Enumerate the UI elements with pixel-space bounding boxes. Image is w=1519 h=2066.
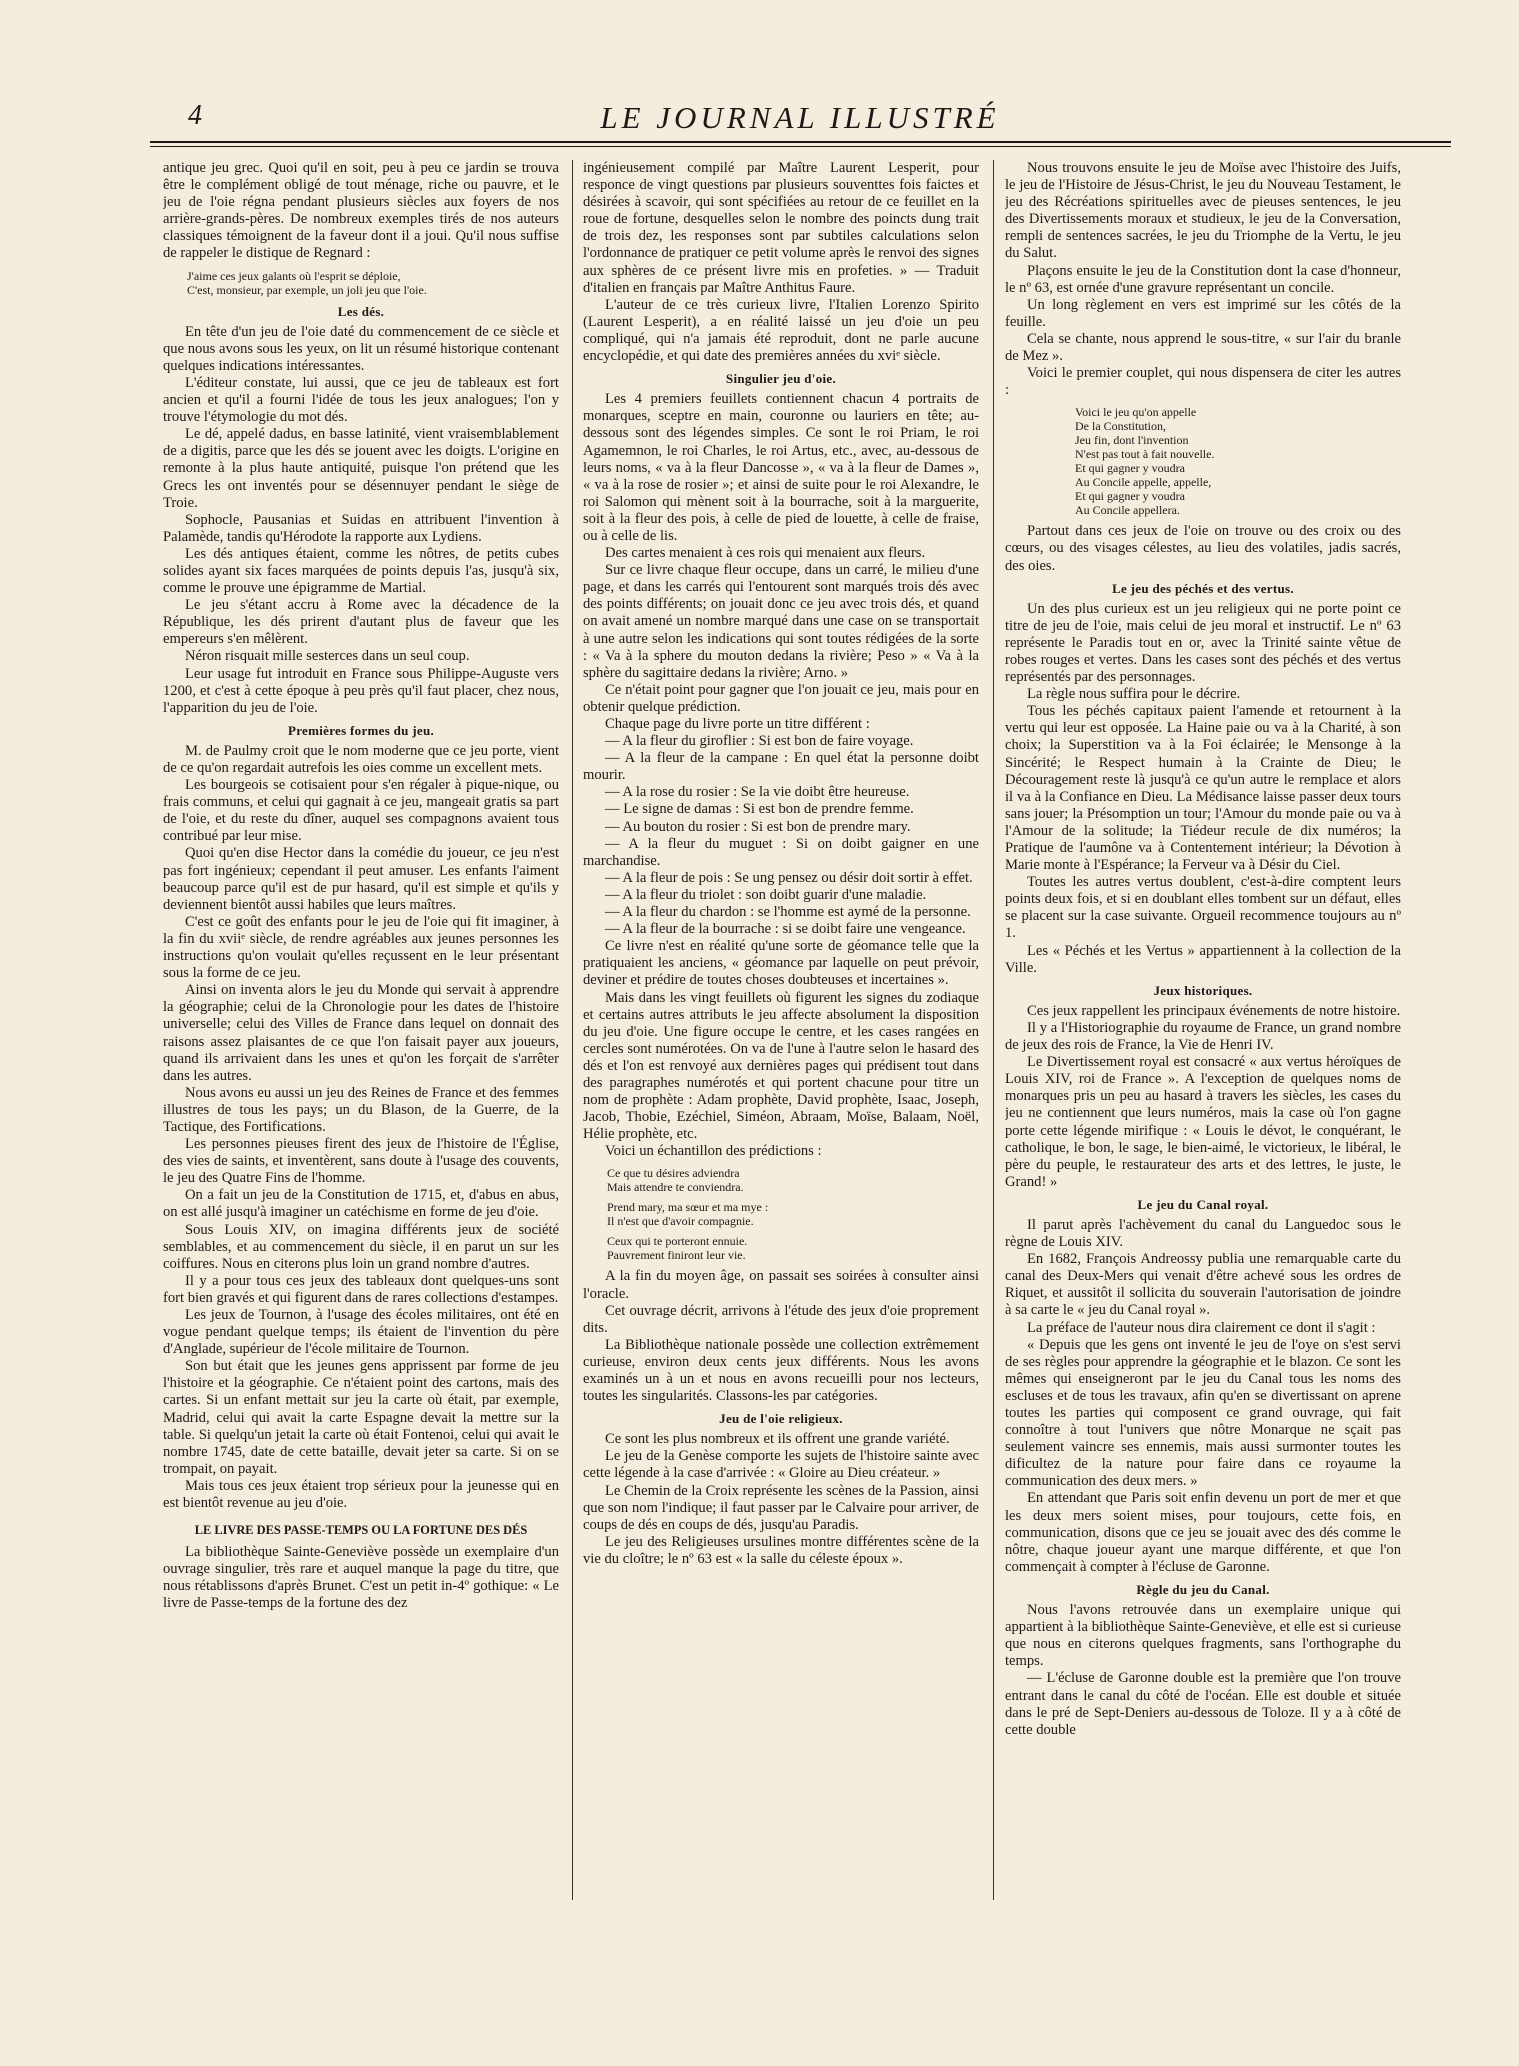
paragraph: La règle nous suffira pour le décrire. [1027,686,1241,703]
paragraph: Un des plus curieux est un jeu religieux qui ne porte point ce titre de jeu de l'oie, mais celui de jeu moral et instructif. Le nº 63 représente le Paradis tout en or, avec la Trinité sainte vêtue de robes rouges et vertes. Dans les cases sont des péchés et des vertus représentés par des personnages. [1005,600,1401,686]
paragraph: — A la rose du rosier : Se la vie doibt être heureuse. [605,784,910,801]
paragraph: Plaçons ensuite le jeu de la Constitution dont la case d'honneur, le nº 63, est ornée d'une gravure représentant un concile. [1005,262,1401,296]
paragraph: Ce livre n'est en réalité qu'une sorte de géomance telle que la pratiquaient les anciens, « géomance par laquelle on peut prévoir, deviner et prédire de toutes choses doubteuses et incertaines ». [583,938,979,989]
paragraph: Sur ce livre chaque fleur occupe, dans un carré, le milieu d'une page, et dans les carrés qui l'entourent sont marqués trois dés avec des points différents; on jouait donc ce jeu avec trois dés, et quand on avait amené un nombre marqué dans une case on se transportait à une autre selon les indications qui sont toutes rédigées de la sorte : « Va à la sphere du mouton dedans la rivière; Peso » « Va à la sphère du sagittaire dedans la rivière; Arno. » [583,562,979,681]
verse [1075,405,1401,517]
section-heading: Jeu de l'oie religieux. [719,1411,843,1427]
paragraph: Voici le premier couplet, qui nous dispensera de citer les autres : [1005,365,1401,399]
paragraph: C'est ce goût des enfants pour le jeu de l'oie qui fit imaginer, à la fin du xviiᵉ siècle, de rendre agréables aux jeunes personnes les instructions qu'on voulait qu'elles reçussent en le leur présentant sous la forme de ce jeu. [163,913,559,982]
paragraph: — A la fleur de la campane : En quel état la personne doibt mourir. [583,750,979,784]
paragraph: Toutes les autres vertus doublent, c'est-à-dire comptent leurs points deux fois, et si en doublant elles tombent sur un défaut, elles se placent sur la case suivante. Orgueil recommence toujours au nº 1. [1005,874,1401,942]
paragraph: « Depuis que les gens ont inventé le jeu de l'oye on s'est servi de ses règles pour apprendre la géographie et le blazon. Ce sont les mêmes qui enseigneront par le jeu du Canal tous les noms des escluses et de tous les travaux, afin qu'en se divertissant on aprene toutes les parties qui composent ce grand ouvrage, qui fait connoître à tout l'univers que nôtre Monarque ne sçait pas seulement vaincre ses ennemis, mais aussi surmonter toutes les dificultez de la nature pour faire dans ce royaume la communication des deux mers. » [1005,1336,1401,1490]
page-number: 4 [188,100,202,131]
paragraph: En 1682, François Andreossy publia une remarquable carte du canal des Deux-Mers qui venait d'être achevé sous les ordres de Riquet, et aussitôt il sollicita du souverain l'autorisation de joindre à sa carte le « jeu du Canal royal ». [1005,1251,1401,1319]
verse-line: Ce que tu désires adviendra [607,1166,740,1181]
paragraph: On a fait un jeu de la Constitution de 1715, et, d'abus en abus, on est allé jusqu'à imaginer un catéchisme en forme de jeu d'oie. [163,1187,559,1221]
section-heading: Les dés. [337,303,385,319]
paragraph: Partout dans ces jeux de l'oie on trouve ou des croix ou des cœurs, ou des visages célestes, au lieu des volatiles, jadis sacrés, des oies. [1005,523,1401,574]
paragraph: Son but était que les jeunes gens apprissent par forme de jeu l'histoire et la géographie. Ce n'étaient point des cartons, mais des cartes. Si un enfant mettait sur jeu la carte où était, par exemple, Madrid, celui qui avait la carte Espagne devait la mettre sur la table. Si quelqu'un jetait la carte où était Fontenoi, celui qui avait le nombre 1745, date de cette bataille, devait jeter sa carte. Si on se trompait, on payait. [163,1358,559,1477]
paragraph: Un long règlement en vers est imprimé sur les côtés de la feuille. [1005,296,1401,330]
paragraph: — Au bouton du rosier : Si est bon de prendre mary. [605,818,911,835]
paragraph: antique jeu grec. Quoi qu'il en soit, peu à peu ce jardin se trouva être le complément obligé de tout ménage, riche ou pauvre, et le jeu de l'oie régna pendant plusieurs siècles aux foyers de nos arrière-grands-pères. De nombreux exemples tirés de nos auteurs classiques témoignent de la faveur dont il a joui. Qu'il nous suffise de rappeler le distique de Regnard : [163,160,559,262]
verse-line: Et qui gagner y voudra [1075,489,1185,504]
paragraph: — L'écluse de Garonne double est la première que l'on trouve entrant dans le canal du côté de l'océan. Elle est double et située dans le pré de Sept-Deniers au-dessous de Toloze. Il y a à côté de cette double [1005,1670,1401,1738]
paragraph: Nous trouvons ensuite le jeu de Moïse avec l'histoire des Juifs, le jeu de l'Histoire de Jésus-Christ, le jeu du Nouveau Testament, le jeu des Récréations spirituelles avec de pieuses sentences, le jeu des Divertissements moraux et studieux, le jeu de la Conversation, rempli de sentences sacrées, le jeu du Triomphe de la Vertu, le jeu du Salut. [1005,160,1401,262]
paragraph: En attendant que Paris soit enfin devenu un port de mer et que les deux mers soient mises, pour toujours, cette fois, en communication, disons que ce jeu se jouait avec des dés comme le nôtre, chaque joueur ayant une marque différente, et que l'on commençait à compter à l'écluse de Garonne. [1005,1490,1401,1575]
paragraph: Les bourgeois se cotisaient pour s'en régaler à pique-nique, ou frais communs, et celui qui gagnait à ce jeu, mangeait gratis sa part de l'oie, et du reste du dîner, auquel ses compagnons avaient tous contribué par leur mise. [163,777,559,845]
verse-line: Mais attendre te conviendra. [607,1180,744,1195]
section-heading: Premières formes du jeu. [287,722,435,738]
section-heading: Le jeu des péchés et des vertus. [1112,580,1294,596]
journal-title: LE JOURNAL ILLUSTRÉ [600,100,1000,135]
paragraph: Nous avons eu aussi un jeu des Reines de France et des femmes illustres de tous les pays; un du Blason, de la Guerre, de la Tactique, des Fortifications. [163,1084,559,1135]
paragraph: Les personnes pieuses firent des jeux de l'histoire de l'Église, des vies de saints, et inventèrent, sans doute à l'usage des couvents, le jeu des Quatre Fins de l'homme. [163,1136,559,1187]
section-heading: Le jeu du Canal royal. [1137,1196,1269,1212]
paragraph: — A la fleur de la bourrache : si se doibt faire une vengeance. [605,921,966,938]
paragraph: L'éditeur constate, lui aussi, que ce jeu de tableaux est fort ancien et qu'il a fourni l'idée de tous les jeux analogues; l'on y trouve l'étymologie du mot dés. [163,374,559,426]
section-heading: Singulier jeu d'oie. [725,371,837,387]
header-rule-thin [150,146,1451,147]
paragraph: Le jeu s'étant accru à Rome avec la décadence de la République, les dés prirent d'autant plus de faveur que les empereurs s'en mêlèrent. [163,597,559,648]
paragraph: Des cartes menaient à ces rois qui menaient aux fleurs. [605,545,926,562]
paragraph: Le Chemin de la Croix représente les scènes de la Passion, ainsi que son nom l'indique; il faut passer par le Calvaire pour arriver, de coups de dés en coups de dés, jusqu'au Paradis. [583,1482,979,1533]
paragraph: — A la fleur du triolet : son doibt guarir d'une maladie. [605,886,927,903]
paragraph: La bibliothèque Sainte-Geneviève possède un exemplaire d'un ouvrage singulier, très rare et auquel manque la page du titre, que nous rétablissons d'après Brunet. C'est un petit in-4º gothique: « Le livre de Passe-temps de la fortune des dez [163,1544,559,1612]
paragraph: — A la fleur du chardon : se l'homme est aymé de la personne. [605,904,971,921]
paragraph: Le jeu des Religieuses ursulines montre différentes scène de la vie du cloître; le nº 63 est « la salle du céleste époux ». [583,1533,979,1567]
paragraph: Sophocle, Pausanias et Suidas en attribuent l'invention à Palamède, tandis qu'Hérodote la rapporte aux Lydiens. [163,511,559,545]
paragraph: La Bibliothèque nationale possède une collection extrêmement curieuse, environ deux cents jeux différents. Nous les avons examinés un à un et nous en avons recueilli pour nos lecteurs, toutes les singularités. Classons-les par catégories. [583,1336,979,1405]
verse-line: J'aime ces jeux galants où l'esprit se déploie, [187,268,401,283]
paragraph: Leur usage fut introduit en France sous Philippe-Auguste vers 1200, et c'est à cette époque à peu près qu'il faut placer, chez nous, l'apparition du jeu de l'oie. [163,665,559,716]
paragraph: Il y a pour tous ces jeux des tableaux dont quelques-uns sont fort bien gravés et qui figurent dans de rares collections d'estampes. [163,1272,559,1306]
paragraph: Nous l'avons retrouvée dans un exemplaire unique qui appartient à la bibliothèque Sainte-Geneviève, et elle est si curieuse que nous en citerons quelques fragments, sans l'orthographe du temps. [1005,1602,1401,1670]
verse-line: Prend mary, ma sœur et ma mye : [607,1200,769,1215]
paragraph: Cela se chante, nous apprend le sous-titre, « sur l'air du branle de Mez ». [1005,330,1401,365]
paragraph: Ce n'était point pour gagner que l'on jouait ce jeu, mais pour en obtenir quelque prédiction. [583,681,979,715]
verse [607,1166,979,1262]
paragraph: Les « Péchés et les Vertus » appartiennent à la collection de la Ville. [1005,942,1401,976]
paragraph: Cet ouvrage décrit, arrivons à l'étude des jeux d'oie proprement dits. [583,1302,979,1336]
verse [187,269,559,297]
paragraph: Le jeu de la Genèse comporte les sujets de l'histoire sainte avec cette légende à la case d'arrivée : « Gloire au Dieu créateur. » [583,1448,979,1482]
section-heading: Règle du jeu du Canal. [1136,1581,1270,1597]
paragraph: — A la fleur du giroflier : Si est bon de faire voyage. [605,733,914,750]
paragraph: M. de Paulmy croit que le nom moderne que ce jeu porte, vient de ce qu'on regardait autrefois les oies comme un excellent mets. [163,742,559,776]
paragraph: Voici un échantillon des prédictions : [605,1143,822,1160]
verse-line: De la Constitution, [1075,419,1166,434]
chapter-heading: LE LIVRE DES PASSE-TEMPS OU LA FORTUNE DES DÉS [194,1523,528,1538]
paragraph: La préface de l'auteur nous dira clairement ce dont il s'agit : [1027,1319,1376,1336]
paragraph: Chaque page du livre porte un titre différent : [605,716,870,732]
paragraph: — Le signe de damas : Si est bon de prendre femme. [605,801,914,818]
paragraph: — A la fleur de pois : Se ung pensez ou désir doit sortir à effet. [605,869,973,886]
paragraph: A la fin du moyen âge, on passait ses soirées à consulter ainsi l'oracle. [583,1268,979,1302]
paragraph: Les dés antiques étaient, comme les nôtres, de petits cubes solides ayant six faces marquées de points depuis l'as, jusqu'à six, comme le prouve une épigramme de Martial. [163,545,559,597]
paragraph: Néron risquait mille sesterces dans un seul coup. [185,648,470,665]
verse-line: Et qui gagner y voudra [1075,461,1185,476]
paragraph: Les 4 premiers feuillets contiennent chacun 4 portraits de monarques, sceptre en main, couronne ou lauriers en tête; au-dessous sont des légendes simples. Ce sont le roi Priam, le roi Agamemnon, le roi Charles, le roi Artus, etc., avec, au-dessous de leurs noms, « va à la fleur Dancosse », « va à la fleur de Dames », « va à la rose de rosier »; et ainsi de suite pour le roi Alexandre, le roi Salomon qui mènent soit à la bourrache, soit à la marguerite, soit à la fleur des pois, à celle de pied de louette, à celle de fraise, ou à celle de lis. [583,391,979,544]
paragraph: Il y a l'Historiographie du royaume de France, un grand nombre de jeux des rois de France, la Vie de Henri IV. [1005,1019,1401,1054]
verse-line: Au Concile appelle, appelle, [1075,475,1212,490]
paragraph: — A la fleur du muguet : Si on doibt gaigner en une marchandise. [583,835,979,869]
section-heading: Jeux historiques. [1153,982,1253,998]
verse-line: Ceux qui te porteront ennuie. [607,1234,748,1249]
column-3 [1005,160,1401,2015]
paragraph: Les jeux de Tournon, à l'usage des écoles militaires, ont été en vogue pendant quelque temps; ils étaient de l'invention du père d'Anglade, supérieur de l'école militaire de Tournon. [163,1307,559,1358]
paragraph: Ces jeux rappellent les principaux événements de notre histoire. [1027,1002,1401,1019]
paragraph: En tête d'un jeu de l'oie daté du commencement de ce siècle et que nous avons sous les yeux, on lit un résumé historique contenant quelques indications intéressantes. [163,323,559,374]
page-header [150,100,1450,140]
paragraph: Mais tous ces jeux étaient trop sérieux pour la jeunesse qui en est bientôt revenue au jeu d'oie. [163,1477,559,1512]
verse-line: Pauvrement finiront leur vie. [607,1248,746,1263]
verse-line: Voici le jeu qu'on appelle [1075,405,1197,420]
verse-line: C'est, monsieur, par exemple, un joli jeu que l'oie. [187,282,427,297]
verse-line: Au Concile appellera. [1075,503,1180,518]
paragraph: Ce sont les plus nombreux et ils offrent une grande variété. [605,1431,950,1448]
column-1 [163,160,559,2015]
paragraph: Le dé, appelé dadus, en basse latinité, vient vraisemblablement de a digitis, parce que les dés se jouent avec les doigts. L'origine en remonte à la plus haute antiquité, puisque l'on prétend que les Grecs les ont inventés pour se désennuyer pendant le siège de Troie. [163,426,559,511]
column-divider [993,160,994,1900]
column-2 [583,160,979,2015]
verse-line: Il n'est que d'avoir compagnie. [607,1214,754,1229]
paragraph: L'auteur de ce très curieux livre, l'Italien Lorenzo Spirito (Laurent Lesperit), a en réalité laissé un jeu d'oie un peu compliqué, qui n'a jamais été reproduit, dont ne parle aucune encyclopédie, et qui date des premières années du xviᵉ siècle. [583,296,979,365]
paragraph: Ainsi on inventa alors le jeu du Monde qui servait à apprendre la géographie; celui de la Chronologie pour les dates de l'histoire universelle; celui des Villes de France dans lequel on donnait des raisons assez plaisantes de ce que l'on faisait payer aux joueurs, quand ils arrivaient dans les unes et qu'on les forçait de s'arrêter dans les autres. [163,982,559,1084]
verse-line: Jeu fin, dont l'invention [1075,433,1189,448]
paragraph: Sous Louis XIV, on imagina différents jeux de société semblables, et au commencement du siècle, il en parut un sur les coiffures. Nous en citerons plus loin un grand nombre d'autres. [163,1221,559,1272]
verse-line: N'est pas tout à fait nouvelle. [1075,447,1215,462]
paragraph: Il parut après l'achèvement du canal du Languedoc sous le règne de Louis XIV. [1005,1216,1401,1251]
paragraph: Tous les péchés capitaux paient l'amende et retournent à la vertu qui leur est opposée. La Haine paie ou va à la Charité, à son choix; la Superstition va à la Foi éclairée; le Mensonge à la Sincérité; le Respect humain à la Crainte de Dieu; le Découragement reste là jusqu'à ce qu'un autre le remplace et alors il va à la Confiance en Dieu. La Médisance laisse passer deux tours sans jouer; la Présomption un tour; l'Amour du monde paie ou va à l'Amour de la solitude; la Tiédeur recule de dix numéros; la Pratique de l'aumône va à Contentement intérieur; la Dévotion à Marie monte à l'Espérance; la Ferveur va à Désir du Ciel. [1005,703,1401,874]
column-divider [572,160,573,1900]
paragraph: Le Divertissement royal est consacré « aux vertus héroïques de Louis XIV, roi de France ». A l'exception de quelques noms de monarques pris un peu au hasard à travers les siècles, les cases du jeu ne contiennent que leurs numéros, mais la case où l'on gagne porte cette légende mirifique : « Louis le dévot, le conquérant, le catholique, le bon, le sage, le bien-aimé, le victorieux, le libéral, le père du peuple, le restaurateur des arts et des lettres, le juste, le Grand! » [1005,1054,1401,1190]
paragraph: ingénieusement compilé par Maître Laurent Lesperit, pour responce de vingt questions par plusieurs souventtes fois faictes et désirées à scavoir, qui sont spécifiées au retour de ce feuillet en la roue de fortune, desquelles selon le nombre des poincts dung trait de trois dez, les responses sont par subtiles calculations selon l'ordonnance de pratiquer ce petit volume après le renvoi des signes aux sphères de ce présent livre mis en profeties. » — Traduit d'italien en français par Maître Anthitus Faure. [583,160,979,296]
paragraph: Mais dans les vingt feuillets où figurent les signes du zodiaque et certains autres attributs le jeu affecte absolument la disposition du jeu d'oie. Une figure occupe le centre, et les cases rangées en cercles sont numérotées. On va de l'une à l'autre selon le hasard des dés et l'on est renvoyé aux dernières pages qui prédisent tout dans des paragraphes numérotés et qui portent chacune pour titre un nom de prophète : Adam prophète, David prophète, Isaac, Joseph, Jacob, Thobie, Ezéchiel, Siméon, Abraam, Moïse, Balaam, Noël, Hélie prophète, etc. [583,989,979,1143]
paragraph: Quoi qu'en dise Hector dans la comédie du joueur, ce jeu n'est pas fort ingénieux; cependant il peut amuser. Les enfants l'aiment beaucoup parce qu'il est de pur hasard, qu'il est simple et qu'ils y deviennent bientôt aussi habiles que leurs maîtres. [163,845,559,913]
